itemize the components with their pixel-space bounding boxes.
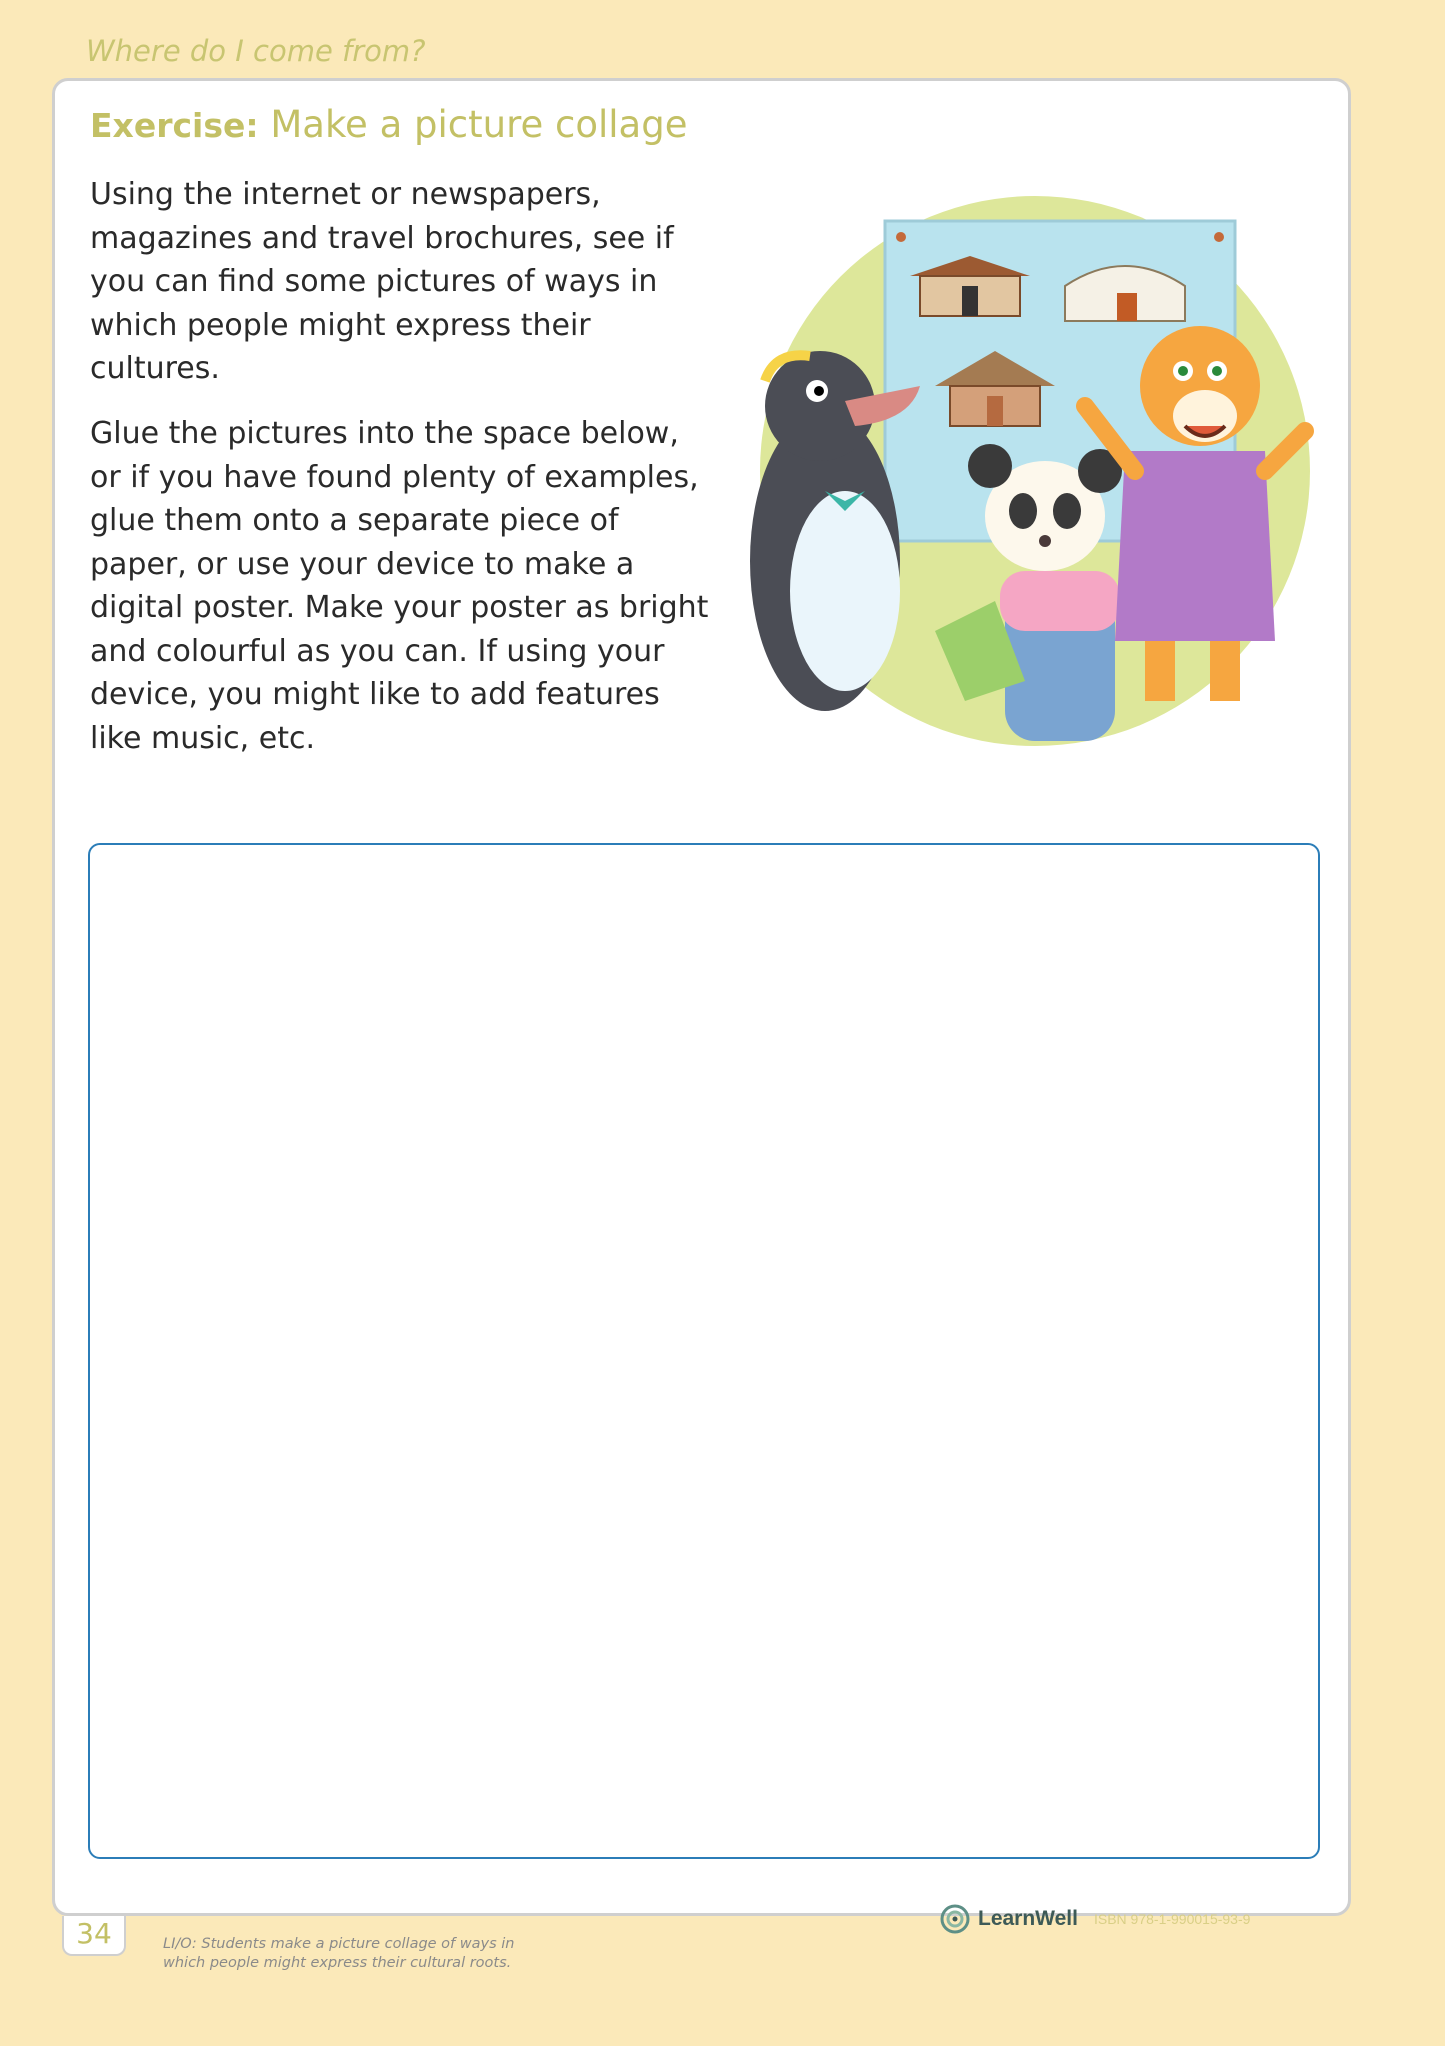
learnwell-logo-icon bbox=[940, 1904, 970, 1934]
exercise-label: Exercise: bbox=[90, 106, 259, 145]
exercise-name: Make a picture collage bbox=[270, 103, 688, 146]
exercise-card bbox=[52, 78, 1351, 1916]
isbn: ISBN 978-1-990015-93-9 bbox=[1093, 1911, 1251, 1927]
instruction-paragraph-2: Glue the pictures into the space below, or if you have found plenty of examples, glue them onto a separate piece of paper, or use your device to make a digital poster. Make your poster as bright and colourful as you can. If using your device, you might like to add features like music, etc. bbox=[90, 416, 709, 756]
characters-illustration bbox=[705, 171, 1325, 751]
collage-area[interactable] bbox=[88, 843, 1320, 1859]
learning-intention-note: LI/O: Students make a picture collage of ways in which people might express their cultural roots. bbox=[163, 1936, 515, 1971]
publisher-brand bbox=[940, 1904, 1250, 1934]
instruction-paragraph-1: Using the internet or newspapers, magazines and travel brochures, see if you can find some pictures of ways in which people might express their cultures. bbox=[90, 177, 674, 386]
exercise-title bbox=[90, 103, 687, 146]
page-number: 34 bbox=[62, 1916, 126, 1956]
brand-name: LearnWell bbox=[978, 1907, 1078, 1930]
running-header: Where do I come from? bbox=[86, 34, 426, 68]
